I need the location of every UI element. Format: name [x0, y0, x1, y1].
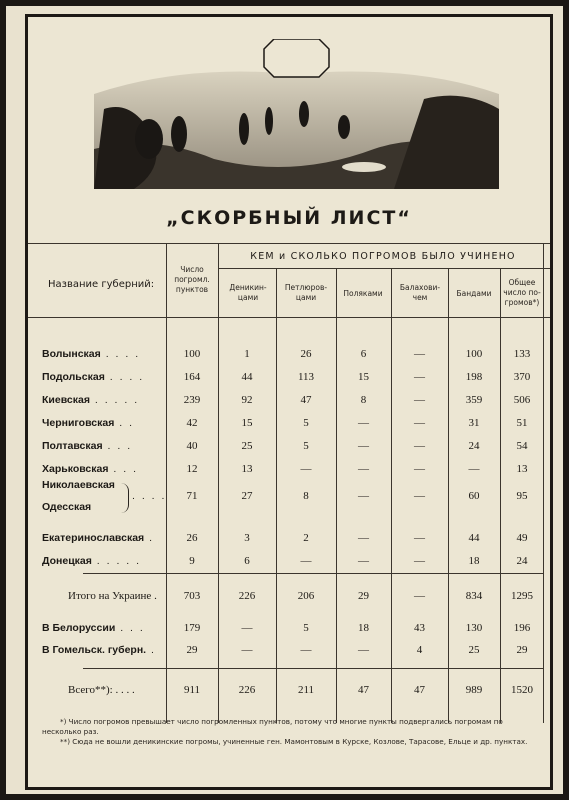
cell-pol: 8	[360, 394, 367, 406]
governorate-label: Подольская	[42, 371, 105, 383]
cell-pet: 211	[297, 684, 315, 696]
cell-total: 1520	[511, 684, 533, 696]
governorate-label: Харьковская	[42, 463, 109, 475]
cell-bal: —	[414, 394, 425, 406]
governorate-label: Полтавская	[42, 440, 103, 452]
cell-points: 164	[183, 371, 201, 383]
footnote-2: **) Сюда не вошли деникинские погромы, учиненные ген. Мамонтовым в Курске, Козлове, Тарасове, Ельце и др. пунктах.	[60, 737, 528, 746]
cell-band: 834	[465, 590, 483, 602]
cell-bal: —	[414, 555, 425, 567]
document-frame	[25, 14, 553, 790]
cell-den: —	[241, 644, 253, 656]
cell-pet: 47	[300, 394, 312, 406]
dot-leader: . . . . .	[89, 394, 140, 406]
governorate-name	[42, 347, 140, 361]
ukraine-rule	[83, 573, 543, 574]
cell-den: 6	[244, 555, 250, 567]
cell-points: 911	[183, 684, 201, 696]
cell-total: 24	[516, 555, 528, 567]
cell-band: 60	[468, 490, 480, 502]
cell-pet: 2	[303, 532, 309, 544]
cell-total: 54	[516, 440, 528, 452]
cell-total: 506	[513, 394, 531, 406]
cell-points: 71	[186, 490, 198, 502]
cell-points: 100	[183, 348, 201, 360]
cell-band: —	[468, 463, 480, 475]
table-row	[28, 347, 550, 365]
header-points: Число погромл. пунктов	[174, 265, 210, 294]
governorate-name	[42, 393, 139, 407]
pogrom-illustration	[94, 39, 499, 194]
cell-den: —	[241, 622, 253, 634]
ukraine-total-row	[28, 589, 550, 607]
cell-points: 29	[186, 644, 198, 656]
dot-leader: . . . .	[100, 348, 141, 360]
cell-pol: 29	[358, 590, 369, 602]
cell-den: 44	[241, 371, 253, 383]
cell-den: 3	[244, 532, 250, 544]
cell-total: 1295	[511, 590, 533, 602]
grand-total-rule	[83, 668, 543, 669]
cell-pol: —	[358, 555, 369, 567]
cell-pol: —	[358, 532, 369, 544]
governorate-label: Киевская	[42, 394, 90, 406]
governorate-name	[42, 416, 134, 430]
table-row-merged	[28, 479, 550, 513]
governorate-label: Екатеринославская	[42, 532, 145, 544]
cell-total: 51	[516, 417, 528, 429]
header-petlyura: Петлюров- цами	[284, 283, 328, 302]
table-row	[28, 416, 550, 434]
cell-total: 133	[513, 348, 531, 360]
dot-leader: . . .	[108, 463, 139, 475]
cell-band: 25	[468, 644, 480, 656]
cell-band: 24	[468, 440, 480, 452]
cell-pet: —	[300, 644, 312, 656]
cell-pol: —	[358, 463, 369, 475]
header-bands: Бандами	[456, 289, 492, 298]
dot-leader: . . . .	[104, 371, 145, 383]
cell-band: 44	[468, 532, 480, 544]
grand-total-row	[28, 683, 550, 701]
table-top-rule	[28, 243, 550, 244]
cell-points: 12	[186, 463, 198, 475]
governorate-name	[42, 554, 141, 568]
cell-total: 29	[516, 644, 528, 656]
dot-leader: . . .	[102, 440, 133, 452]
header-total: Общее число по- громов*)	[503, 278, 541, 307]
cell-bal: —	[414, 417, 425, 429]
governorate-label: Черниговская	[42, 417, 115, 429]
table-row	[28, 439, 550, 457]
cell-den: 27	[241, 490, 253, 502]
cell-den: 226	[238, 684, 256, 696]
footnote-1: *) Число погромов превышает число погромленных пунктов, потому что многие пункты подвергались погромам по несколько раз.	[42, 717, 503, 736]
cell-pol: 6	[360, 348, 367, 360]
governorate-name	[42, 621, 145, 635]
governorate-name	[42, 462, 138, 476]
header-name: Название губерний:	[48, 279, 155, 290]
cell-pet: —	[300, 555, 312, 567]
cell-pet: 5	[303, 440, 309, 452]
cell-bal: —	[414, 371, 425, 383]
cell-bal: 4	[416, 644, 423, 656]
cell-band: 18	[468, 555, 480, 567]
dot-leader: . . .	[115, 622, 145, 634]
governorate-label: Волынская	[42, 348, 101, 360]
cell-points: 9	[189, 555, 195, 567]
cell-total: 370	[513, 371, 531, 383]
cell-bal: —	[414, 532, 425, 544]
page-title: „СКОРБНЫЙ ЛИСТ“	[166, 207, 412, 229]
table-row	[28, 643, 550, 661]
cell-points: 239	[183, 394, 201, 406]
cell-points: 26	[186, 532, 198, 544]
cell-band: 198	[465, 371, 483, 383]
cell-den: 92	[241, 394, 253, 406]
cell-bal: 47	[414, 684, 425, 696]
merged-brace	[120, 483, 129, 513]
cell-pol: —	[358, 644, 369, 656]
cell-bal: —	[414, 440, 425, 452]
cell-pet: 206	[297, 590, 315, 602]
pogrom-table	[28, 243, 550, 723]
header-group: КЕМ и СКОЛЬКО ПОГРОМОВ БЫЛО УЧИНЕНО	[250, 251, 516, 262]
cell-bal: —	[414, 490, 425, 502]
cell-pol: 47	[358, 684, 369, 696]
cell-pet: 5	[303, 417, 309, 429]
cell-pol: —	[358, 417, 369, 429]
cell-band: 989	[465, 684, 483, 696]
cell-total: 49	[516, 532, 528, 544]
footnotes	[42, 717, 542, 748]
table-row	[28, 621, 550, 639]
cell-points: 703	[183, 590, 201, 602]
governorate-name	[42, 531, 154, 545]
header-balakhovich: Балахови- чем	[399, 283, 441, 302]
cell-points: 40	[186, 440, 198, 452]
cell-bal: —	[414, 590, 425, 602]
table-row	[28, 554, 550, 572]
cell-band: 130	[465, 622, 483, 634]
cell-total: 95	[516, 490, 528, 502]
cell-den: 226	[238, 590, 256, 602]
governorate-name: Николаевская	[42, 479, 115, 491]
dot-leader: .	[146, 644, 156, 656]
governorate-name	[42, 643, 156, 657]
row-label: Всего**): . . . .	[68, 684, 135, 696]
cell-points: 42	[186, 417, 198, 429]
cell-total: 196	[513, 622, 531, 634]
governorate-name	[42, 439, 132, 453]
cell-pol: —	[358, 440, 369, 452]
governorate-label: В Гомельск. губерн.	[42, 644, 147, 656]
cell-total: 13	[516, 463, 528, 475]
dot-leader: .	[144, 532, 155, 544]
table-row	[28, 393, 550, 411]
cell-den: 1	[244, 348, 250, 360]
cell-pet: 113	[297, 371, 315, 383]
cell-band: 100	[465, 348, 483, 360]
header-denikin: Деникин- цами	[229, 283, 267, 302]
cell-pet: —	[300, 463, 312, 475]
cell-pol: 18	[358, 622, 369, 634]
header-bottom-rule	[28, 317, 550, 318]
table-row	[28, 370, 550, 388]
header-poles: Поляками	[343, 289, 383, 298]
cell-den: 13	[241, 463, 253, 475]
dot-leader: . .	[114, 417, 135, 429]
dot-leader: . . . . .	[91, 555, 142, 567]
cell-points: 179	[183, 622, 201, 634]
cell-den: 25	[241, 440, 253, 452]
cell-bal: —	[414, 463, 425, 475]
cell-pol: —	[358, 490, 369, 502]
cell-band: 31	[468, 417, 480, 429]
governorate-name	[42, 370, 144, 384]
governorate-name: Одесская	[42, 501, 92, 513]
cell-pet: 5	[303, 622, 309, 634]
page	[6, 6, 563, 794]
cell-den: 15	[241, 417, 253, 429]
cell-pet: 8	[303, 490, 309, 502]
row-label: Итого на Украине .	[68, 590, 157, 602]
cell-band: 359	[465, 394, 483, 406]
governorate-label: В Белоруссии	[42, 622, 116, 634]
dot-leader: . . . .	[132, 490, 167, 502]
governorate-label: Донецкая	[42, 555, 92, 567]
cell-pet: 26	[300, 348, 312, 360]
table-row	[28, 531, 550, 549]
cell-bal: 43	[414, 622, 425, 634]
cell-bal: —	[414, 348, 425, 360]
cell-pol: 15	[358, 371, 369, 383]
